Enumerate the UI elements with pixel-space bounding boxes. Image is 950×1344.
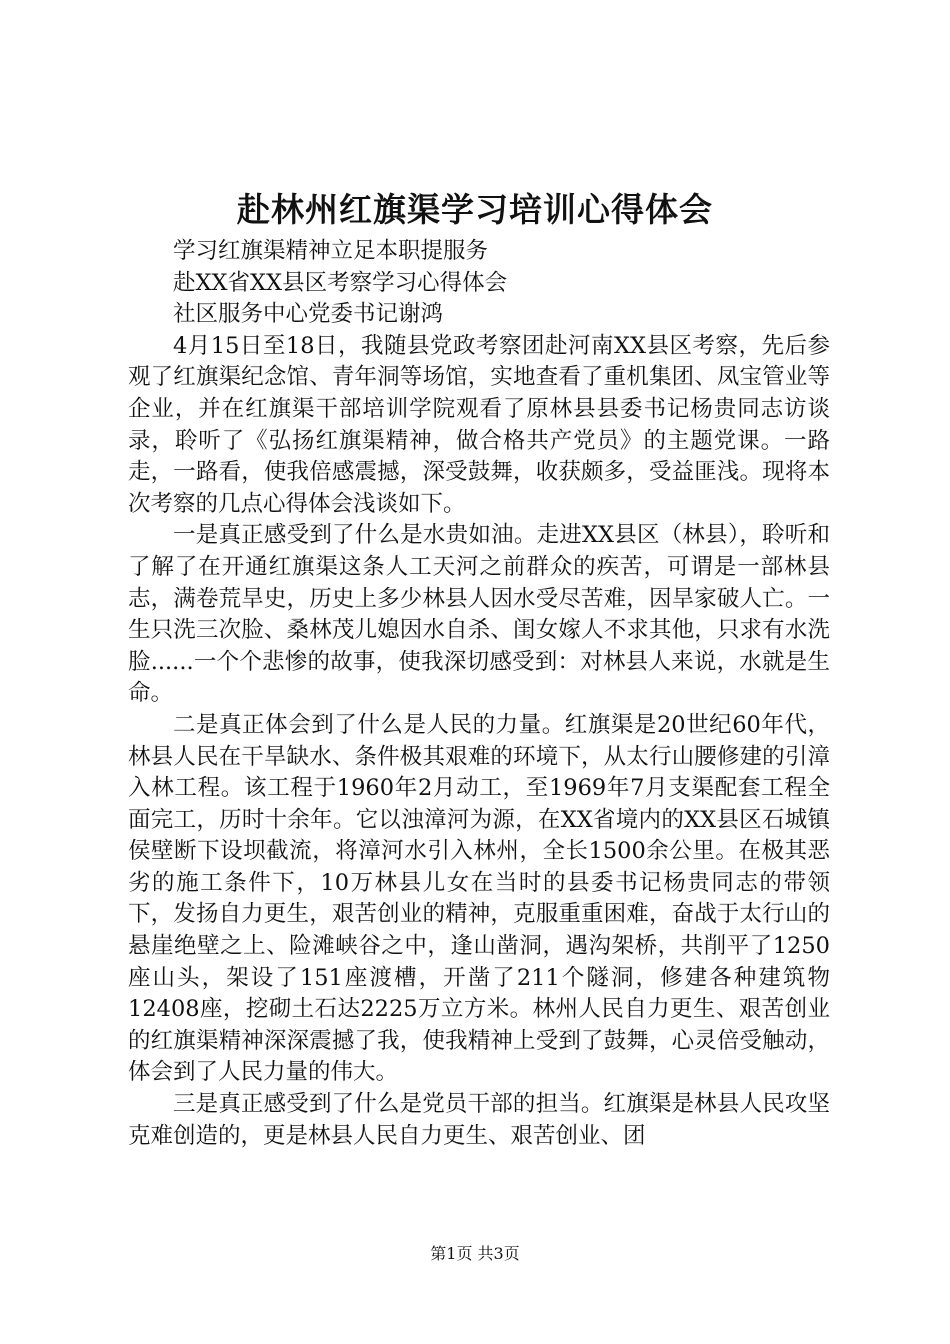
paragraph-point-2: 二是真正体会到了什么是人民的力量。红旗渠是20世纪60年代，林县人民在干旱缺水、条件极其艰难的环境下，从太行山腰修建的引漳入林工程。该工程于1960年2月动工，至1969年7月支渠配套工程全面完工，历时十余年。它以浊漳河为源，在XX省境内的XX县区石城镇侯壁断下设坝截流，将漳河水引入林州，全长1500余公里。在极其恶劣的施工条件下，10万林县儿女在当时的县委书记杨贵同志的带领下，发扬自力更生，艰苦创业的精神，克服重重困难，奋战于太行山的悬崖绝壁之上、险滩峡谷之中，逢山凿洞，遇沟架桥，共削平了1250座山头，架设了151座渡槽，开凿了211个隧洞，修建各种建筑物12408座，挖砌土石达2225万立方米。林州人民自力更生、艰苦创业的红旗渠精神深深震撼了我，使我精神上受到了鼓舞，心灵倍受触动，体会到了人民力量的伟大。 (128, 711, 830, 1086)
author-line: 社区服务中心党委书记谢鸿 (173, 301, 444, 328)
paragraph-intro: 4月15日至18日，我随县党政考察团赴河南XX县区考察，先后参观了红旗渠纪念馆、青年洞等场馆，实地查看了重机集团、凤宝管业等企业，并在红旗渠干部培训学院观看了原林县县委书记杨贵同志访谈录，聆听了《弘扬红旗渠精神，做合格共产党员》的主题党课。一路走，一路看，使我倍感震撼，深受鼓舞，收获颇多，受益匪浅。现将本次考察的几点心得体会浅谈如下。 (128, 332, 830, 517)
paragraph-point-1: 一是真正感受到了什么是水贵如油。走进XX县区（林县），聆听和了解了在开通红旗渠这条人工天河之前群众的疾苦，可谓是一部林县志，满卷荒旱史，历史上多少林县人因水受尽苦难，因旱家破人亡。一生只洗三次脸、桑林茂儿媳因水自杀、闺女嫁人不求其他，只求有水洗脸......一个个悲惨的故事，使我深切感受到：对林县人来说，水就是生命。 (128, 522, 830, 707)
document-body (128, 236, 830, 1152)
document-title: 赴林州红旗渠学习培训心得体会 (237, 190, 713, 229)
paragraph-point-3: 三是真正感受到了什么是党员干部的担当。红旗渠是林县人民攻坚克难创造的，更是林县人民自力更生、艰苦创业、团 (128, 1091, 830, 1149)
page-footer: 第1页 共3页 (430, 1244, 520, 1263)
subtitle-line-2: 赴XX省XX县区考察学习心得体会 (173, 269, 508, 296)
subtitle-line-1: 学习红旗渠精神立足本职提服务 (173, 238, 489, 264)
